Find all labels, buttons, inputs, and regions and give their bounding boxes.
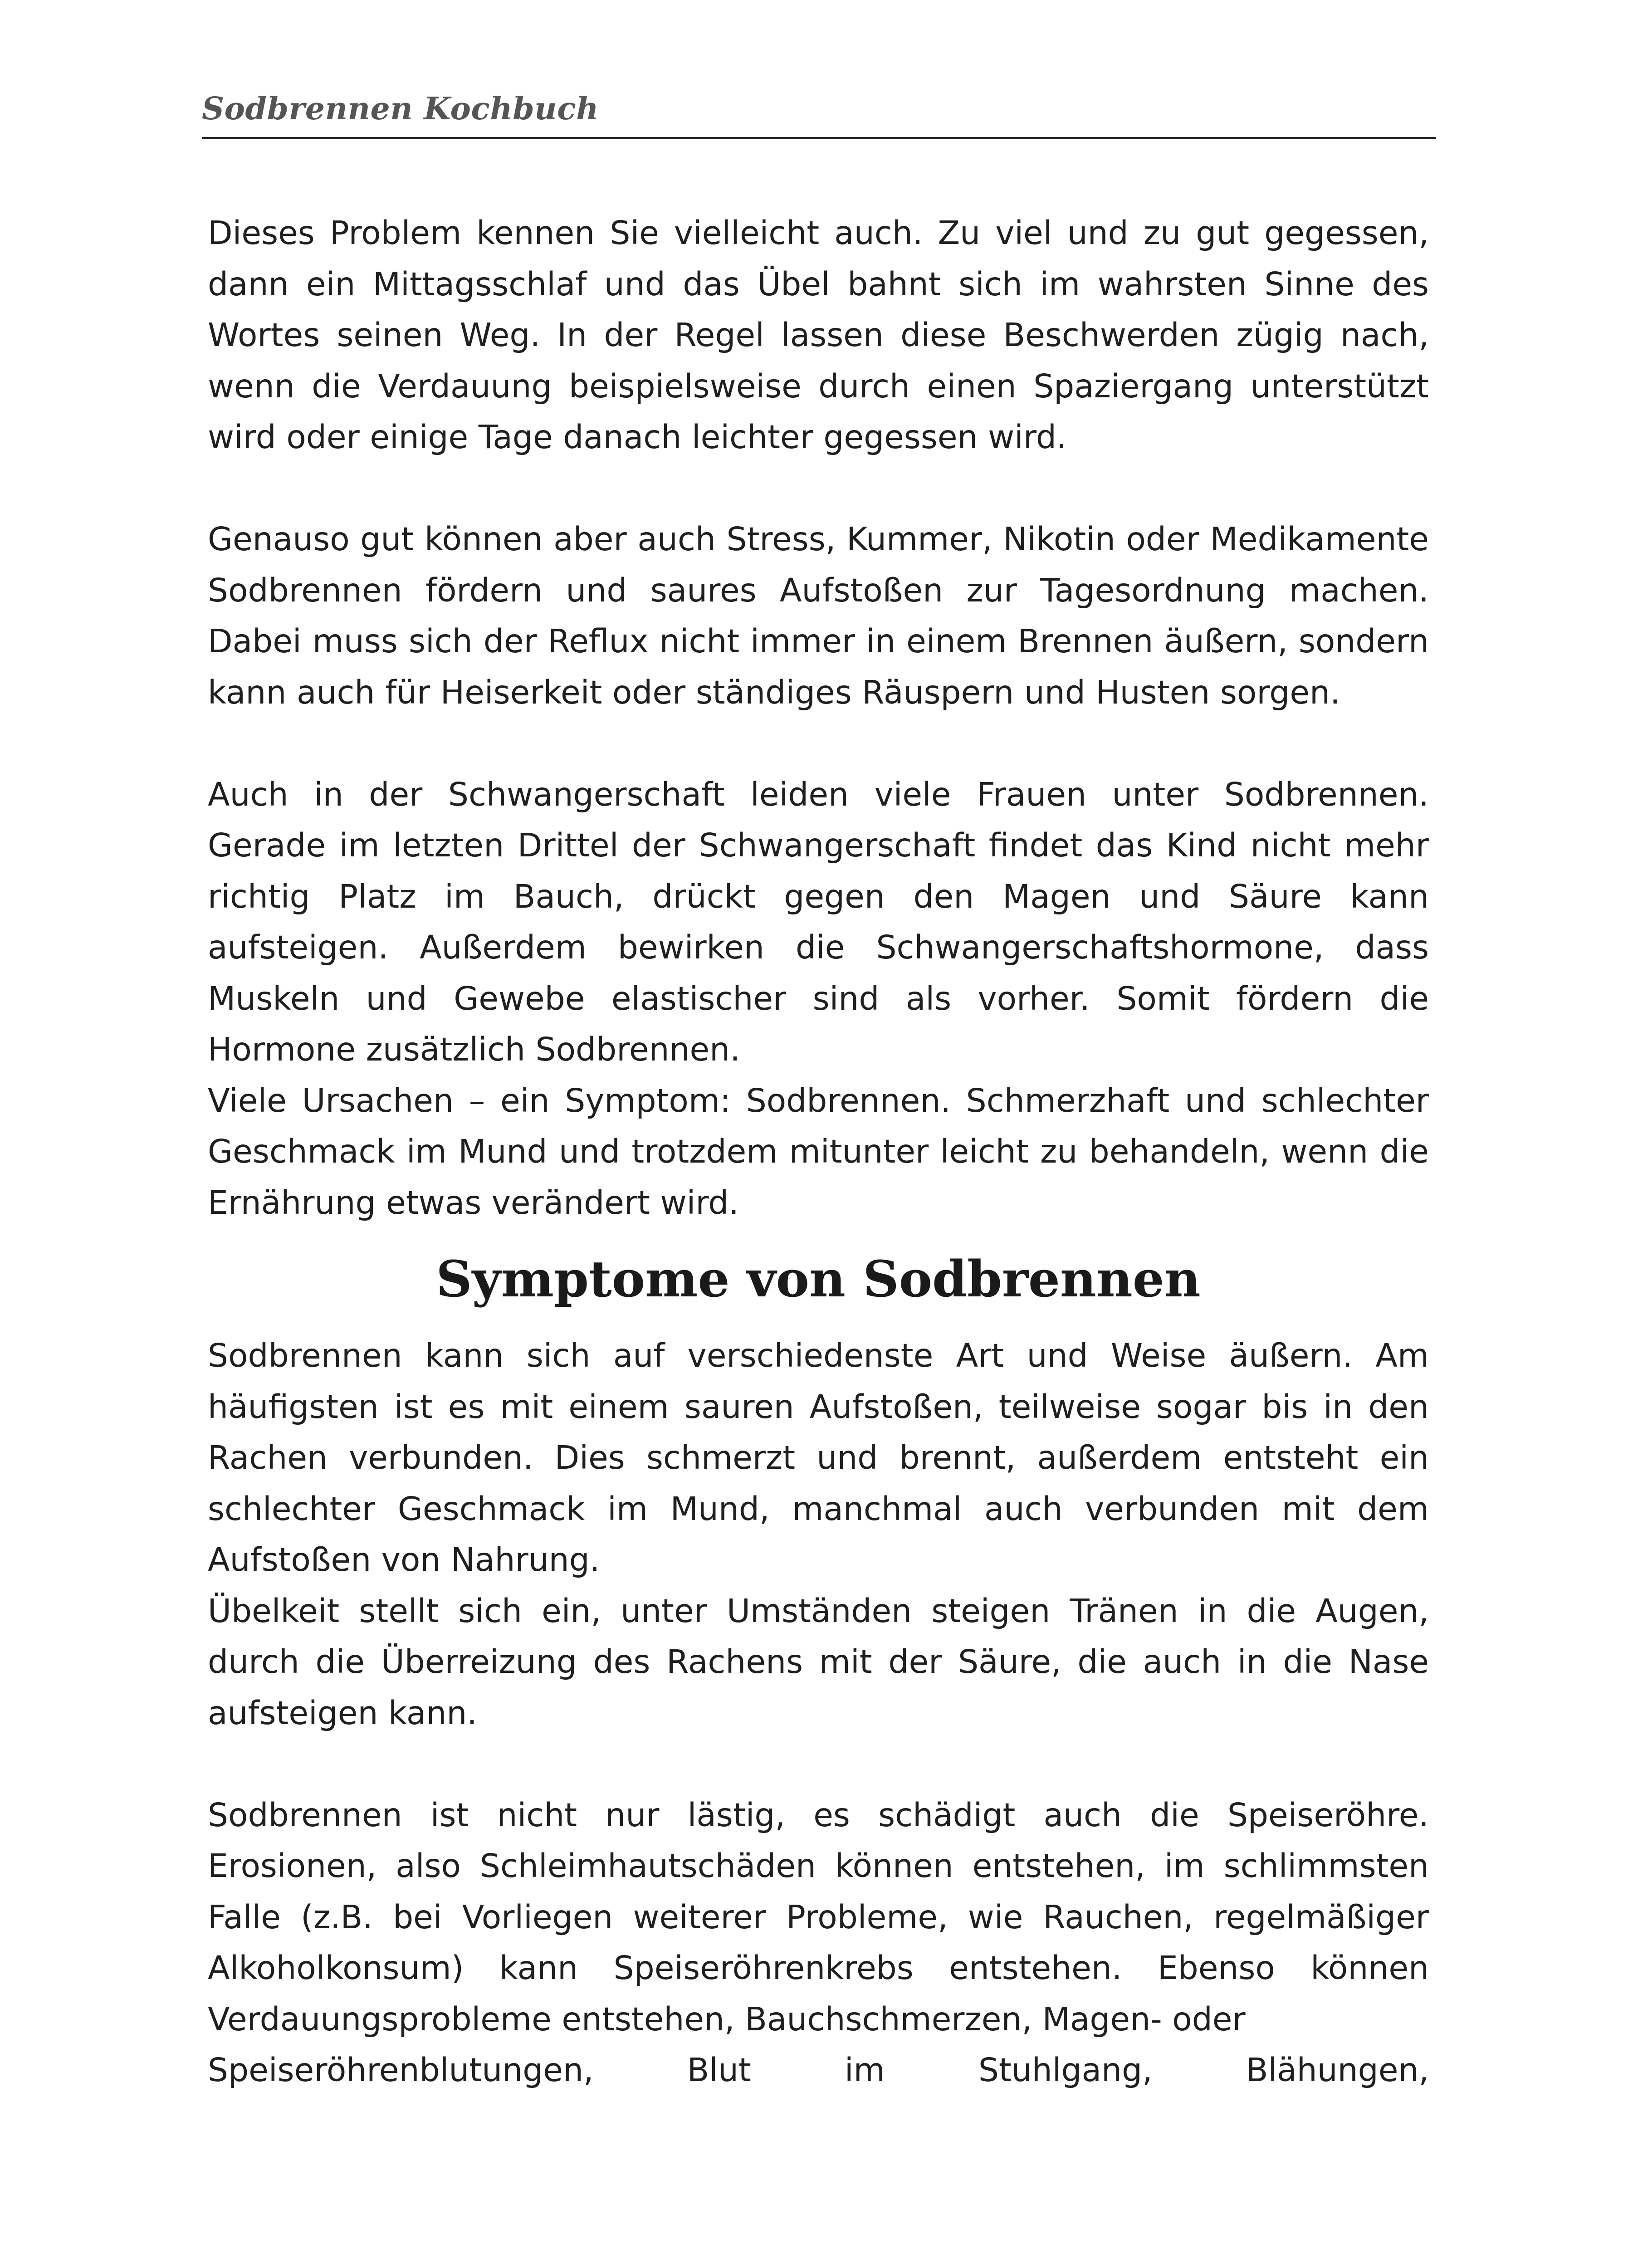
paragraph-gap [208, 463, 1429, 514]
paragraph-symptoms: Sodbrennen kann sich auf verschiedenste Art und Weise äußern. Am häufigsten ist es mit einem sauren Aufstoßen, teilweise sogar bis in den Rachen verbunden. Dies schmerzt und brennt, außerdem entsteht ein schlechter Geschmack im Mund, manchmal auch verbunden mit dem Aufstoßen von Nahrung. [208, 1337, 1429, 1579]
paragraph-problem: Dieses Problem kennen Sie vielleicht auch. Zu viel und zu gut gegessen, dann ein Mittagsschlaf und das Übel bahnt sich im wahrsten Sinne des Wortes seinen Weg. In der Regel lassen diese Beschwerden zügig nach, wenn die Verdauung beispielsweise durch einen Spaziergang unterstützt wird oder einige Tage danach leichter gegessen wird. [208, 214, 1429, 456]
header-rule [202, 137, 1436, 139]
section-heading: Symptome von Sodbrennen [436, 1250, 1201, 1309]
paragraph-nausea: Übelkeit stellt sich ein, unter Umständen steigen Tränen in die Augen, durch die Überreizung des Rachens mit der Säure, die auch in die Nase aufsteigen kann. [208, 1592, 1429, 1732]
paragraph-causes: Genauso gut können aber auch Stress, Kummer, Nikotin oder Medikamente Sodbrennen fördern und saures Aufstoßen zur Tagesordnung machen. Dabei muss sich der Reflux nicht immer in einem Brennen äußern, sondern kann auch für Heiserkeit oder ständiges Räuspern und Husten sorgen. [208, 520, 1429, 711]
running-header: Sodbrennen Kochbuch [202, 91, 599, 127]
paragraph-damage-last-line: Speiseröhrenblutungen, Blut im Stuhlgang, Blähungen, [208, 2051, 1429, 2089]
paragraph-damage-text: Sodbrennen ist nicht nur lästig, es schädigt auch die Speiseröhre. Erosionen, also Schleimhautschäden können entstehen, im schlimmsten Falle (z.B. bei Vorliegen weiterer Probleme, wie Rauchen, regelmäßiger Alkoholkonsum) kann Speiseröhrenkrebs entstehen. Ebenso können Verdauungsprobleme entstehen, Bauchschmerzen, Magen- oder [208, 1796, 1429, 2038]
paragraph-gap [208, 1739, 1429, 1790]
paragraph-pregnancy: Auch in der Schwangerschaft leiden viele Frauen unter Sodbrennen. Gerade im letzten Drittel der Schwangerschaft findet das Kind nicht mehr richtig Platz im Bauch, drückt gegen den Magen und Säure kann aufsteigen. Außerdem bewirken die Schwangerschaftshormone, dass Muskeln und Gewebe elastischer sind als vorher. Somit fördern die Hormone zusätzlich Sodbrennen. [208, 775, 1429, 1068]
body-text [208, 208, 1429, 2096]
paragraph-damage [208, 1790, 1429, 2096]
paragraph-gap [208, 718, 1429, 769]
paragraph-many-causes: Viele Ursachen – ein Symptom: Sodbrennen. Schmerzhaft und schlechter Geschmack im Mund und trotzdem mitunter leicht zu behandeln, wenn die Ernährung etwas verändert wird. [208, 1081, 1429, 1222]
